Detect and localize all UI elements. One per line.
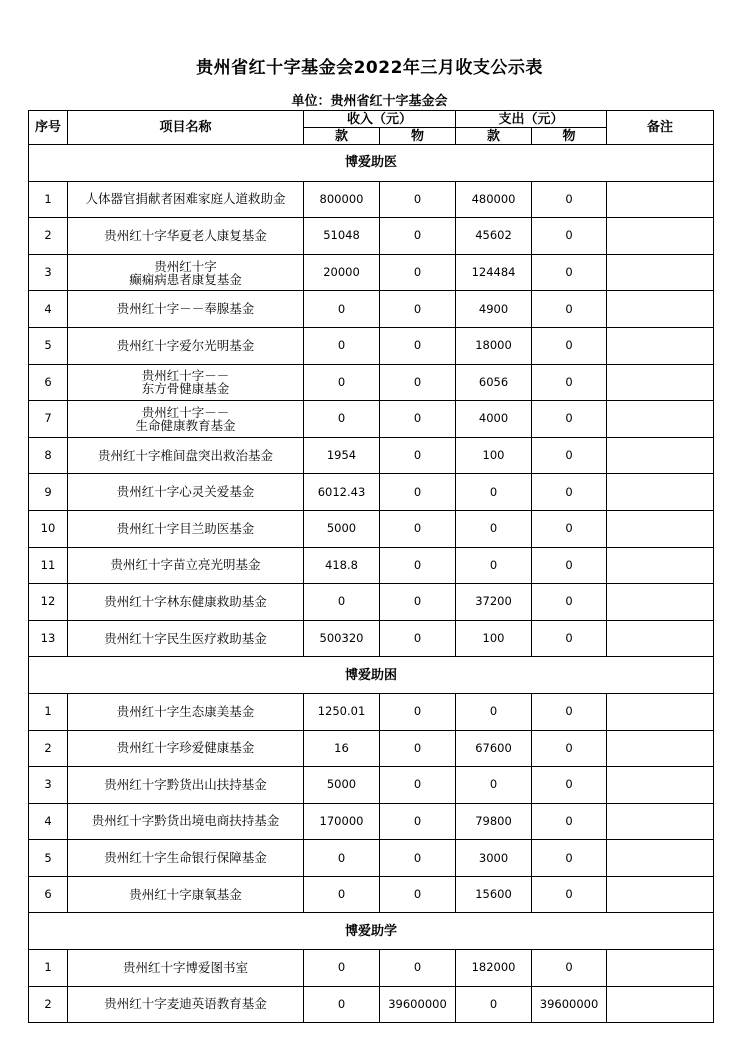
row-project-name	[68, 510, 304, 547]
note-cell	[607, 803, 714, 840]
row-seq: 2	[29, 218, 68, 255]
row-seq: 5	[29, 327, 68, 364]
income-cash-cell: 418.8	[304, 547, 380, 584]
project-name-text: 贵州红十字黔货出山扶持基金	[104, 776, 267, 792]
income-cash-cell: 5000	[304, 767, 380, 804]
note-cell	[607, 730, 714, 767]
row-project-name	[68, 181, 304, 218]
project-name-text: 贵州红十字－－奉腺基金	[116, 301, 255, 317]
note-cell	[607, 291, 714, 328]
income-goods-cell: 0	[380, 474, 456, 511]
col-header-income-cash: 款	[304, 128, 380, 145]
note-cell	[607, 584, 714, 621]
income-cash-cell: 16	[304, 730, 380, 767]
row-project-name	[68, 364, 304, 401]
note-cell	[607, 693, 714, 730]
income-cash-cell: 800000	[304, 181, 380, 218]
table-row	[29, 730, 714, 767]
project-name-text: 贵州红十字华夏老人康复基金	[104, 227, 267, 243]
income-cash-cell: 51048	[304, 218, 380, 255]
table-row	[29, 986, 714, 1023]
table-row	[29, 547, 714, 584]
col-header-seq: 序号	[29, 111, 68, 145]
note-cell	[607, 327, 714, 364]
note-cell	[607, 401, 714, 438]
note-cell	[607, 474, 714, 511]
income-goods-cell: 0	[380, 840, 456, 877]
row-project-name	[68, 218, 304, 255]
col-header-note: 备注	[607, 111, 714, 145]
row-project-name	[68, 254, 304, 291]
income-cash-cell: 500320	[304, 620, 380, 657]
income-cash-cell: 0	[304, 986, 380, 1023]
row-seq: 2	[29, 730, 68, 767]
row-seq: 2	[29, 986, 68, 1023]
row-seq: 7	[29, 401, 68, 438]
note-cell	[607, 767, 714, 804]
income-cash-cell: 0	[304, 401, 380, 438]
expense-goods-cell: 0	[532, 474, 607, 511]
table-row	[29, 437, 714, 474]
project-name-text: 贵州红十字珍爱健康基金	[116, 740, 255, 756]
income-goods-cell: 0	[380, 437, 456, 474]
expense-cash-cell: 0	[456, 474, 532, 511]
expense-cash-cell: 0	[456, 693, 532, 730]
note-cell	[607, 620, 714, 657]
row-seq: 13	[29, 620, 68, 657]
table-row	[29, 584, 714, 621]
income-cash-cell: 0	[304, 876, 380, 913]
project-name-text: 贵州红十字心灵关爱基金	[116, 484, 255, 500]
income-goods-cell: 0	[380, 218, 456, 255]
expense-cash-cell: 4900	[456, 291, 532, 328]
project-name-line-2: 癫痫病患者康复基金	[129, 271, 242, 287]
income-goods-cell: 0	[380, 730, 456, 767]
expense-cash-cell: 480000	[456, 181, 532, 218]
header-row-1	[29, 111, 714, 128]
expense-goods-cell: 0	[532, 218, 607, 255]
table-row	[29, 364, 714, 401]
table-row	[29, 254, 714, 291]
project-name-line-1: 贵州红十字	[154, 258, 217, 274]
section-title: 博爱助学	[29, 913, 714, 950]
section-row	[29, 145, 714, 182]
expense-goods-cell: 0	[532, 510, 607, 547]
income-goods-cell: 0	[380, 327, 456, 364]
note-cell	[607, 364, 714, 401]
income-goods-cell: 0	[380, 876, 456, 913]
income-goods-cell: 0	[380, 364, 456, 401]
income-cash-cell: 6012.43	[304, 474, 380, 511]
expense-goods-cell: 0	[532, 291, 607, 328]
project-name-line-2: 生命健康教育基金	[135, 417, 236, 433]
table-row	[29, 840, 714, 877]
income-cash-cell: 20000	[304, 254, 380, 291]
row-project-name	[68, 730, 304, 767]
note-cell	[607, 547, 714, 584]
row-seq: 11	[29, 547, 68, 584]
income-goods-cell: 0	[380, 950, 456, 987]
income-goods-cell: 0	[380, 620, 456, 657]
expense-goods-cell: 0	[532, 437, 607, 474]
project-name-text: 贵州红十字麦迪英语教育基金	[104, 996, 267, 1012]
table-row	[29, 291, 714, 328]
row-project-name	[68, 876, 304, 913]
income-cash-cell: 1954	[304, 437, 380, 474]
income-goods-cell: 0	[380, 510, 456, 547]
project-name-text: 贵州红十字民生医疗救助基金	[104, 630, 267, 646]
row-project-name	[68, 437, 304, 474]
table-row	[29, 876, 714, 913]
row-seq: 1	[29, 181, 68, 218]
note-cell	[607, 840, 714, 877]
expense-goods-cell: 0	[532, 876, 607, 913]
disclosure-table	[28, 110, 714, 1023]
col-header-income-goods: 物	[380, 128, 456, 145]
income-goods-cell: 0	[380, 803, 456, 840]
section-row	[29, 913, 714, 950]
expense-goods-cell: 0	[532, 401, 607, 438]
row-seq: 1	[29, 950, 68, 987]
income-cash-cell: 170000	[304, 803, 380, 840]
note-cell	[607, 876, 714, 913]
expense-goods-cell: 0	[532, 803, 607, 840]
table-row	[29, 803, 714, 840]
income-goods-cell: 0	[380, 547, 456, 584]
expense-cash-cell: 100	[456, 620, 532, 657]
project-name-text: 贵州红十字目兰助医基金	[116, 520, 255, 536]
project-name-text: 贵州红十字爱尔光明基金	[116, 337, 255, 353]
row-project-name	[68, 950, 304, 987]
table-body	[29, 111, 714, 1023]
section-row	[29, 657, 714, 694]
income-goods-cell: 0	[380, 291, 456, 328]
expense-cash-cell: 15600	[456, 876, 532, 913]
row-seq: 4	[29, 803, 68, 840]
income-cash-cell: 1250.01	[304, 693, 380, 730]
project-name-text: 贵州红十字康氧基金	[129, 886, 242, 902]
income-cash-cell: 0	[304, 291, 380, 328]
expense-cash-cell: 37200	[456, 584, 532, 621]
row-project-name	[68, 327, 304, 364]
project-name-line-1: 贵州红十字－－	[141, 368, 230, 384]
section-title: 博爱助困	[29, 657, 714, 694]
income-goods-cell: 0	[380, 401, 456, 438]
row-project-name	[68, 291, 304, 328]
col-header-project: 项目名称	[68, 111, 304, 145]
note-cell	[607, 181, 714, 218]
row-seq: 3	[29, 254, 68, 291]
row-seq: 12	[29, 584, 68, 621]
project-name-text: 贵州红十字椎间盘突出救治基金	[97, 447, 273, 463]
project-name-text: 贵州红十字博爱图书室	[122, 959, 248, 975]
expense-cash-cell: 79800	[456, 803, 532, 840]
unit-label: 单位：贵州省红十字基金会	[291, 94, 448, 109]
project-name-text: 贵州红十字黔货出境电商扶持基金	[91, 813, 280, 829]
table-row	[29, 950, 714, 987]
row-project-name	[68, 840, 304, 877]
expense-cash-cell: 0	[456, 986, 532, 1023]
expense-goods-cell: 0	[532, 840, 607, 877]
note-cell	[607, 510, 714, 547]
project-name-text: 贵州红十字林东健康救助基金	[104, 593, 267, 609]
income-cash-cell: 0	[304, 840, 380, 877]
row-project-name	[68, 803, 304, 840]
table-row	[29, 181, 714, 218]
expense-cash-cell: 0	[456, 547, 532, 584]
note-cell	[607, 950, 714, 987]
row-project-name	[68, 767, 304, 804]
table-row	[29, 693, 714, 730]
row-seq: 10	[29, 510, 68, 547]
row-project-name	[68, 474, 304, 511]
row-project-name	[68, 693, 304, 730]
row-seq: 4	[29, 291, 68, 328]
income-goods-cell: 0	[380, 584, 456, 621]
table-row	[29, 327, 714, 364]
row-seq: 5	[29, 840, 68, 877]
project-name-text: 贵州红十字生态康美基金	[116, 703, 255, 719]
col-header-expense-goods: 物	[532, 128, 607, 145]
expense-cash-cell: 182000	[456, 950, 532, 987]
row-project-name	[68, 986, 304, 1023]
income-goods-cell: 0	[380, 254, 456, 291]
table-row	[29, 218, 714, 255]
section-title: 博爱助医	[29, 145, 714, 182]
income-cash-cell: 0	[304, 950, 380, 987]
page-title: 贵州省红十字基金会2022年三月收支公示表	[196, 58, 543, 78]
table-row	[29, 474, 714, 511]
expense-cash-cell: 124484	[456, 254, 532, 291]
row-project-name	[68, 584, 304, 621]
expense-cash-cell: 3000	[456, 840, 532, 877]
project-name-text: 人体器官捐献者困难家庭人道救助金	[85, 191, 286, 207]
note-cell	[607, 218, 714, 255]
note-cell	[607, 986, 714, 1023]
expense-goods-cell: 0	[532, 584, 607, 621]
expense-cash-cell: 6056	[456, 364, 532, 401]
project-name-text: 贵州红十字苗立亮光明基金	[110, 557, 261, 573]
expense-goods-cell: 0	[532, 620, 607, 657]
income-cash-cell: 0	[304, 584, 380, 621]
expense-goods-cell: 0	[532, 254, 607, 291]
row-project-name	[68, 547, 304, 584]
row-seq: 1	[29, 693, 68, 730]
expense-goods-cell: 0	[532, 730, 607, 767]
table-row	[29, 510, 714, 547]
note-cell	[607, 254, 714, 291]
col-header-income: 收入（元）	[304, 111, 456, 128]
income-cash-cell: 0	[304, 327, 380, 364]
expense-goods-cell: 0	[532, 547, 607, 584]
income-goods-cell: 0	[380, 767, 456, 804]
table-row	[29, 767, 714, 804]
expense-goods-cell: 0	[532, 950, 607, 987]
project-name-line-1: 贵州红十字－－	[141, 404, 230, 420]
col-header-expense: 支出（元）	[456, 111, 607, 128]
expense-cash-cell: 18000	[456, 327, 532, 364]
income-goods-cell: 0	[380, 693, 456, 730]
expense-goods-cell: 0	[532, 181, 607, 218]
row-seq: 8	[29, 437, 68, 474]
table-row	[29, 620, 714, 657]
project-name-line-2: 东方骨健康基金	[141, 381, 230, 397]
income-goods-cell: 39600000	[380, 986, 456, 1023]
row-seq: 9	[29, 474, 68, 511]
row-seq: 3	[29, 767, 68, 804]
row-project-name	[68, 401, 304, 438]
expense-goods-cell: 0	[532, 327, 607, 364]
expense-cash-cell: 4000	[456, 401, 532, 438]
expense-cash-cell: 67600	[456, 730, 532, 767]
expense-goods-cell: 0	[532, 767, 607, 804]
table-row	[29, 401, 714, 438]
income-goods-cell: 0	[380, 181, 456, 218]
expense-cash-cell: 45602	[456, 218, 532, 255]
row-seq: 6	[29, 364, 68, 401]
income-cash-cell: 5000	[304, 510, 380, 547]
expense-goods-cell: 0	[532, 693, 607, 730]
income-cash-cell: 0	[304, 364, 380, 401]
row-seq: 6	[29, 876, 68, 913]
project-name-text: 贵州红十字生命银行保障基金	[104, 850, 267, 866]
expense-goods-cell: 0	[532, 364, 607, 401]
note-cell	[607, 437, 714, 474]
expense-cash-cell: 0	[456, 767, 532, 804]
expense-cash-cell: 0	[456, 510, 532, 547]
expense-goods-cell: 39600000	[532, 986, 607, 1023]
col-header-expense-cash: 款	[456, 128, 532, 145]
row-project-name	[68, 620, 304, 657]
expense-cash-cell: 100	[456, 437, 532, 474]
